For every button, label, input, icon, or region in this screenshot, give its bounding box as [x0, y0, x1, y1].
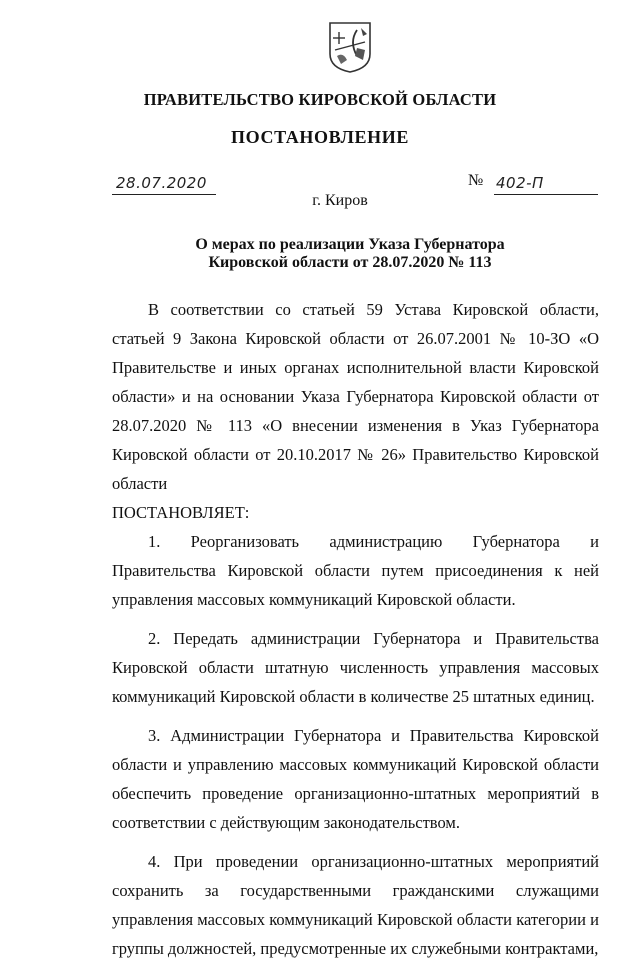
title-line-1: О мерах по реализации Указа Губернатора	[195, 236, 505, 253]
document-number: 402-П	[496, 174, 544, 192]
item-paragraph-2: 2. Передать администрации Губернатора и Правительства Кировской области штатную численность управления массовых коммуникаций Кировской области в количестве 25 штатных единиц.	[112, 629, 599, 706]
document-body	[112, 295, 599, 963]
preamble-paragraph: В соответствии со статьей 59 Устава Кировской области, статьей 9 Закона Кировской области от 26.07.2001 № 10-ЗО «О Правительстве и иных органах исполнительной власти Кировской области» и на основании Указа Губернатора Кировской области от 28.07.2020 № 113 «О внесении изменения в Указ Губернатора Кировской области от 20.10.2017 № 26» Правительство Кировской области	[112, 300, 599, 493]
document-date: 28.07.2020	[116, 174, 207, 192]
coat-of-arms-icon	[327, 20, 373, 74]
item-paragraph-1: 1. Реорганизовать администрацию Губернатора и Правительства Кировской области путем присоединения к ней управления массовых коммуникаций Кировской области.	[112, 532, 599, 609]
item-paragraph-4: 4. При проведении организационно-штатных мероприятий сохранить за государственными гражданскими служащими управления массовых коммуникаций Кировской области категории и группы должностей, предусмотренные их служебными контрактами,	[112, 852, 599, 958]
city: г. Киров	[312, 192, 368, 209]
organization-name: ПРАВИТЕЛЬСТВО КИРОВСКОЙ ОБЛАСТИ	[143, 90, 497, 109]
number-sign: №	[468, 172, 484, 189]
title-line-2: Кировской области от 28.07.2020 № 113	[208, 254, 492, 271]
document-type: ПОСТАНОВЛЕНИЕ	[231, 127, 409, 147]
resolves-heading: ПОСТАНОВЛЯЕТ:	[112, 503, 250, 522]
item-paragraph-3: 3. Администрации Губернатора и Правительства Кировской области и управлению массовых коммуникаций Кировской области обеспечить проведение организационно-штатных мероприятий в соответствии с действующим законодательством.	[112, 726, 599, 832]
document-title	[0, 236, 640, 272]
